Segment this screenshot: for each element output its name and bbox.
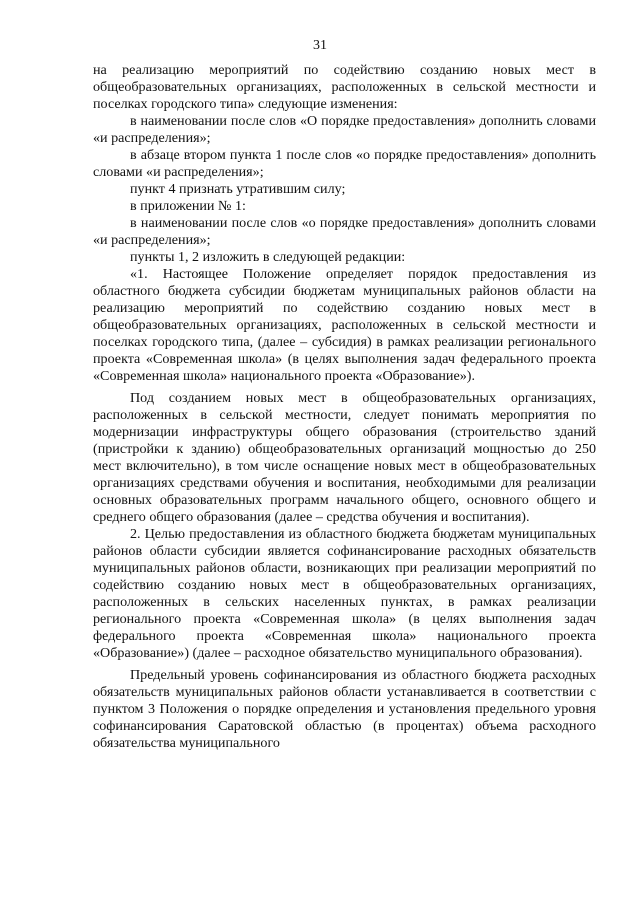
paragraph: пункты 1, 2 изложить в следующей редакции: (130, 249, 406, 265)
paragraph: на реализацию мероприятий по содействию созданию новых мест в общеобразовательных организациях, расположенных в сельской местности и поселках городского типа» следующие изменения: (93, 62, 596, 112)
paragraph: в абзаце втором пункта 1 после слов «о порядке предоставления» дополнить словами «и распределения»; (93, 147, 596, 180)
paragraph: Под созданием новых мест в общеобразовательных организациях, расположенных в сельской местности, следует понимать мероприятия по модернизации инфраструктуры общего образования (строительство зданий (пристройки к зданию) общеобразовательных организаций мощностью до 250 мест включительно), в том числе оснащение новых мест в общеобразовательных организациях средствами обучения и воспитания, необходимыми для реализации основных образовательных программ начального общего, основного общего и среднего общего образования (далее – средства обучения и воспитания). (93, 390, 596, 525)
paragraph: в приложении № 1: (130, 198, 246, 214)
page-number: 31 (313, 38, 327, 53)
paragraph: в наименовании после слов «о порядке предоставления» дополнить словами «и распределения»; (93, 215, 596, 248)
paragraph: «1. Настоящее Положение определяет порядок предоставления из областного бюджета субсидии бюджетам муниципальных районов области на реализацию мероприятий по содействию созданию новых мест в общеобразовательных организациях, расположенных в сельской местности и поселках городского типа, (далее – субсидия) в рамках реализации регионального проекта «Современная школа» (в целях выполнения задач федерального проекта «Современная школа» национального проекта «Образование»). (93, 266, 596, 384)
paragraph: 2. Целью предоставления из областного бюджета бюджетам муниципальных районов области субсидии является софинансирование расходных обязательств муниципальных районов области, возникающих при реализации мероприятий по содействию созданию новых мест в общеобразовательных организациях, расположенных в сельских населенных пунктах, в рамках реализации регионального проекта «Современная школа» (в целях выполнения задач федерального проекта «Современная школа» национального проекта «Образование») (далее – расходное обязательство муниципального образования). (93, 526, 596, 661)
paragraph: в наименовании после слов «О порядке предоставления» дополнить словами «и распределения»; (93, 113, 596, 146)
paragraph: Предельный уровень софинансирования из областного бюджета расходных обязательств муниципальных районов области устанавливается в соответствии с пунктом 3 Положения о порядке определения и установления предельного уровня софинансирования Саратовской областью (в процентах) объема расходного обязательства муниципального (93, 667, 596, 751)
document-body (93, 62, 596, 752)
paragraph: пункт 4 признать утратившим силу; (130, 181, 346, 197)
